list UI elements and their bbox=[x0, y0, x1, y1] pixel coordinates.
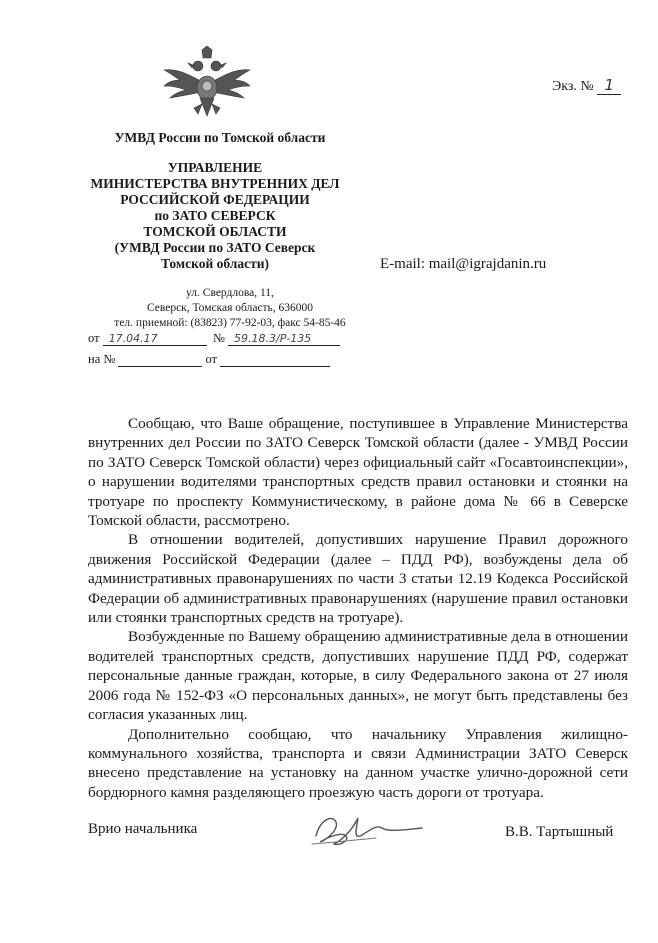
address-block bbox=[100, 286, 360, 331]
signatory-name: В.В. Тартышный bbox=[505, 824, 614, 840]
reference-line bbox=[88, 352, 330, 367]
address-line: ул. Свердлова, 11, bbox=[186, 287, 274, 299]
department-line: УПРАВЛЕНИЕ bbox=[167, 160, 263, 175]
letter-body bbox=[88, 414, 628, 802]
double-headed-eagle-emblem-icon bbox=[162, 46, 252, 124]
ref-number-field bbox=[118, 352, 202, 367]
address-line: тел. приемной: (83823) 77-92-03, факс 54-85-46 bbox=[114, 317, 346, 329]
body-paragraph: В отношении водителей, допустивших нарушение Правил дорожного движения Российской Федерации (далее – ПДД РФ), возбуждены дела об административных правонарушениях по части 3 статьи 12.19 Кодекса Российской Федерации об административных правонарушениях (нарушение правил остановки или стоянки транспортных средств на тротуаре). bbox=[88, 531, 628, 627]
address-line: Северск, Томская область, 636000 bbox=[146, 302, 314, 314]
reg-number-value: 59.18.3/Р-135 bbox=[234, 332, 312, 345]
reg-number-label: № bbox=[212, 331, 225, 345]
body-paragraph: Дополнительно сообщаю, что начальнику Управления жилищно-коммунального хозяйства, транспорта и связи Администрации ЗАТО Северск внесено представление на установку на данном участке улично-дорожной сети бордюрного камня разделяющего проезжую часть дороги от тротуара. bbox=[88, 725, 628, 801]
ref-number-label: на № bbox=[88, 352, 116, 366]
reg-date-field bbox=[103, 331, 207, 346]
recipient-email: E-mail: mail@igrajdanin.ru bbox=[380, 256, 547, 272]
body-paragraph: Возбужденные по Вашему обращению административные дела в отношении водителей транспортных средств, допустивших нарушение ПДД РФ, содержат персональные данные граждан, которые, в силу Федерального закона от 27 июля 2006 года № 152-ФЗ «О персональных данных», не могут быть представлены без согласия указанных лиц. bbox=[88, 628, 628, 724]
handwritten-signature bbox=[306, 806, 430, 850]
copy-number bbox=[552, 76, 621, 95]
body-paragraph: Сообщаю, что Ваше обращение, поступившее в Управление Министерства внутренних дел России по ЗАТО Северск Томской области (далее - УМВД России по ЗАТО Северск Томской области) через официальный сайт «Госавтоинспекции», о нарушении водителями транспортных средств правил остановки и стоянки на тротуаре по проспекту Коммунистическому, в районе дома № 66 в Северске Томской области, рассмотрено. bbox=[88, 415, 628, 530]
department-line: (УМВД России по ЗАТО Северск bbox=[114, 240, 316, 255]
department-line: Томской области) bbox=[161, 256, 269, 271]
department-line: по ЗАТО СЕВЕРСК bbox=[154, 208, 276, 223]
reg-from-label: от bbox=[88, 331, 100, 345]
reg-number-field bbox=[228, 331, 340, 346]
department-line: МИНИСТЕРСТВА ВНУТРЕННИХ ДЕЛ bbox=[90, 176, 340, 191]
department-line: РОССИЙСКОЙ ФЕДЕРАЦИИ bbox=[120, 192, 310, 207]
department-line: ТОМСКОЙ ОБЛАСТИ bbox=[143, 224, 287, 239]
signatory-position: Врио начальника bbox=[88, 821, 198, 837]
reg-date-value: 17.04.17 bbox=[108, 332, 158, 345]
registration-line bbox=[88, 331, 340, 346]
org-main-title: УМВД России по Томской области bbox=[114, 130, 326, 145]
copy-number-label: Экз. № bbox=[552, 79, 594, 94]
copy-number-value: 1 bbox=[597, 76, 621, 95]
department-header bbox=[70, 160, 360, 272]
ref-from-label: от bbox=[205, 352, 218, 366]
ref-date-field bbox=[220, 352, 330, 367]
